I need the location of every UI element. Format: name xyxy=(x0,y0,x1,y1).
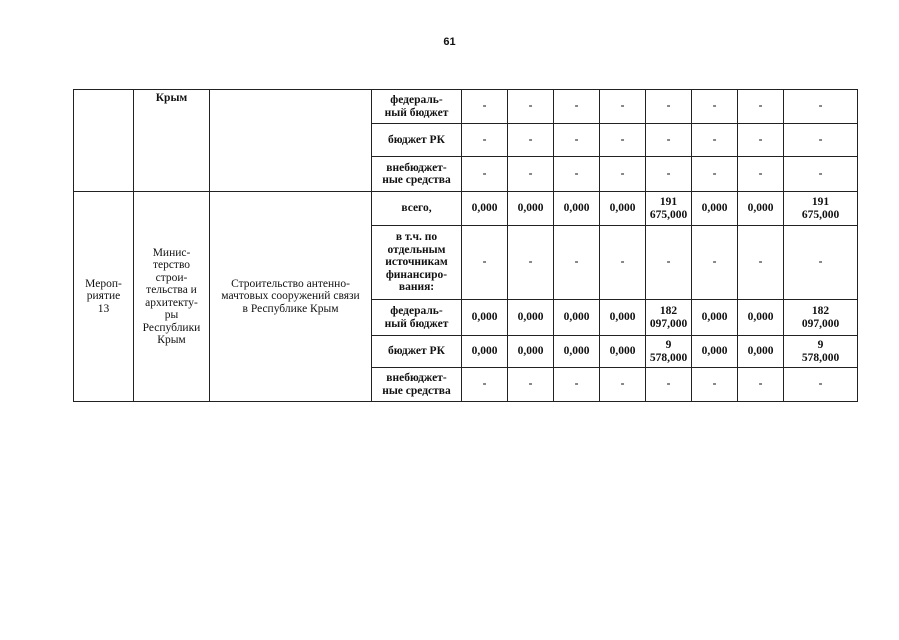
value-cell: - xyxy=(508,368,554,402)
value-line: 578,000 xyxy=(801,351,840,364)
value-cell: - xyxy=(738,368,784,402)
source-cell xyxy=(372,90,462,124)
source-line: вания: xyxy=(398,281,435,294)
value-cell: - xyxy=(692,157,738,192)
value-cell: 0,000 xyxy=(554,192,600,226)
value-cell: - xyxy=(600,157,646,192)
value-cell: - xyxy=(508,90,554,124)
value-cell: - xyxy=(692,90,738,124)
source-line: бюджет РК xyxy=(388,345,445,358)
value-cell: 0,000 xyxy=(738,336,784,368)
source-line: федераль- xyxy=(390,305,443,317)
value-line: 578,000 xyxy=(649,351,688,364)
value-cell xyxy=(784,336,858,368)
source-line: ный бюджет xyxy=(384,317,449,330)
value-cell: - xyxy=(784,157,858,192)
value-cell: - xyxy=(554,157,600,192)
value-cell: 0,000 xyxy=(462,336,508,368)
value-cell: - xyxy=(738,157,784,192)
page-number: 61 xyxy=(443,36,456,48)
value-cell: - xyxy=(600,90,646,124)
value-cell xyxy=(784,300,858,336)
value-cell xyxy=(646,300,692,336)
description-line: в Республике Крым xyxy=(242,302,339,315)
value-cell: - xyxy=(462,124,508,157)
description-line: мачтовых сооружений связи xyxy=(221,290,360,303)
value-cell: 0,000 xyxy=(462,300,508,336)
value-cell: - xyxy=(784,90,858,124)
source-cell xyxy=(372,157,462,192)
value-cell: 0,000 xyxy=(738,300,784,336)
value-cell: - xyxy=(738,124,784,157)
description-cell xyxy=(210,192,372,402)
value-line: 675,000 xyxy=(801,208,840,221)
measure-cell xyxy=(74,90,134,192)
value-cell: - xyxy=(600,124,646,157)
executor-line: Крым xyxy=(157,334,186,346)
value-cell: - xyxy=(692,226,738,300)
value-cell: - xyxy=(462,157,508,192)
executor-line: Республики xyxy=(142,321,201,334)
executor-line: терство xyxy=(152,259,191,271)
value-cell: 0,000 xyxy=(600,192,646,226)
value-cell: - xyxy=(554,124,600,157)
value-cell: - xyxy=(784,368,858,402)
value-cell: - xyxy=(508,157,554,192)
value-cell: - xyxy=(462,90,508,124)
value-cell: - xyxy=(738,226,784,300)
executor-cell: Крым xyxy=(134,90,210,192)
value-cell: - xyxy=(646,368,692,402)
value-cell: 0,000 xyxy=(508,192,554,226)
value-cell xyxy=(646,192,692,226)
source-cell xyxy=(372,192,462,226)
description-cell xyxy=(210,90,372,192)
value-cell: - xyxy=(646,90,692,124)
value-cell: 0,000 xyxy=(692,300,738,336)
block-previous xyxy=(74,90,858,192)
value-cell: 0,000 xyxy=(692,192,738,226)
value-cell: - xyxy=(462,226,508,300)
measure-line: риятие xyxy=(86,290,121,303)
source-cell xyxy=(372,226,462,300)
source-line: в т.ч. по xyxy=(395,231,438,244)
executor-line: ры xyxy=(164,309,179,321)
executor-line: Минис- xyxy=(152,246,191,259)
value-cell xyxy=(646,336,692,368)
source-cell xyxy=(372,124,462,157)
description-line: Строительство антенно- xyxy=(231,277,350,290)
value-cell: - xyxy=(738,90,784,124)
source-cell xyxy=(372,336,462,368)
source-line: бюджет РК xyxy=(388,133,445,146)
value-cell xyxy=(784,192,858,226)
value-line: 191 xyxy=(659,196,678,208)
source-line: ный бюджет xyxy=(384,106,449,119)
value-cell: 0,000 xyxy=(600,336,646,368)
value-cell: - xyxy=(554,368,600,402)
value-cell: 0,000 xyxy=(554,300,600,336)
value-line: 9 xyxy=(665,339,672,351)
value-cell: - xyxy=(508,226,554,300)
executor-line: тельства и xyxy=(146,284,197,296)
budget-table xyxy=(73,89,858,402)
value-cell: 0,000 xyxy=(508,300,554,336)
source-line: ные средства xyxy=(382,174,451,186)
source-line: источникам xyxy=(385,256,448,269)
value-line: 675,000 xyxy=(649,208,688,221)
table-row xyxy=(74,90,858,124)
source-line: всего, xyxy=(401,202,432,215)
value-cell: - xyxy=(554,226,600,300)
value-cell: 0,000 xyxy=(554,336,600,368)
value-cell: - xyxy=(600,226,646,300)
executor-line: архитекту- xyxy=(145,296,198,309)
value-cell: - xyxy=(600,368,646,402)
value-cell: - xyxy=(692,368,738,402)
value-line: 097,000 xyxy=(801,317,840,330)
value-cell: - xyxy=(784,226,858,300)
measure-line: Мероп- xyxy=(85,277,122,290)
value-cell: - xyxy=(692,124,738,157)
source-line: федераль- xyxy=(390,94,443,106)
executor-line: строи- xyxy=(155,271,188,284)
source-line: финансиро- xyxy=(385,268,448,281)
value-cell: - xyxy=(462,368,508,402)
table-row xyxy=(74,192,858,226)
value-cell: 0,000 xyxy=(600,300,646,336)
value-line: 9 xyxy=(817,339,824,351)
source-line: отдельным xyxy=(387,243,446,256)
executor-cell xyxy=(134,192,210,402)
source-cell xyxy=(372,368,462,402)
value-cell: - xyxy=(554,90,600,124)
source-line: внебюджет- xyxy=(386,372,447,384)
measure-line: 13 xyxy=(97,302,110,315)
value-cell: - xyxy=(646,226,692,300)
value-line: 191 xyxy=(811,196,830,208)
value-cell: 0,000 xyxy=(738,192,784,226)
value-line: 182 xyxy=(659,305,678,317)
source-line: внебюджет- xyxy=(386,161,447,174)
measure-cell xyxy=(74,192,134,402)
value-cell: - xyxy=(646,124,692,157)
block-measure-13 xyxy=(74,192,858,402)
value-cell: - xyxy=(646,157,692,192)
value-cell: - xyxy=(784,124,858,157)
value-cell: 0,000 xyxy=(692,336,738,368)
source-cell xyxy=(372,300,462,336)
value-cell: - xyxy=(508,124,554,157)
value-line: 182 xyxy=(811,305,830,317)
value-line: 097,000 xyxy=(649,317,688,330)
source-line: ные средства xyxy=(382,384,451,397)
value-cell: 0,000 xyxy=(462,192,508,226)
value-cell: 0,000 xyxy=(508,336,554,368)
